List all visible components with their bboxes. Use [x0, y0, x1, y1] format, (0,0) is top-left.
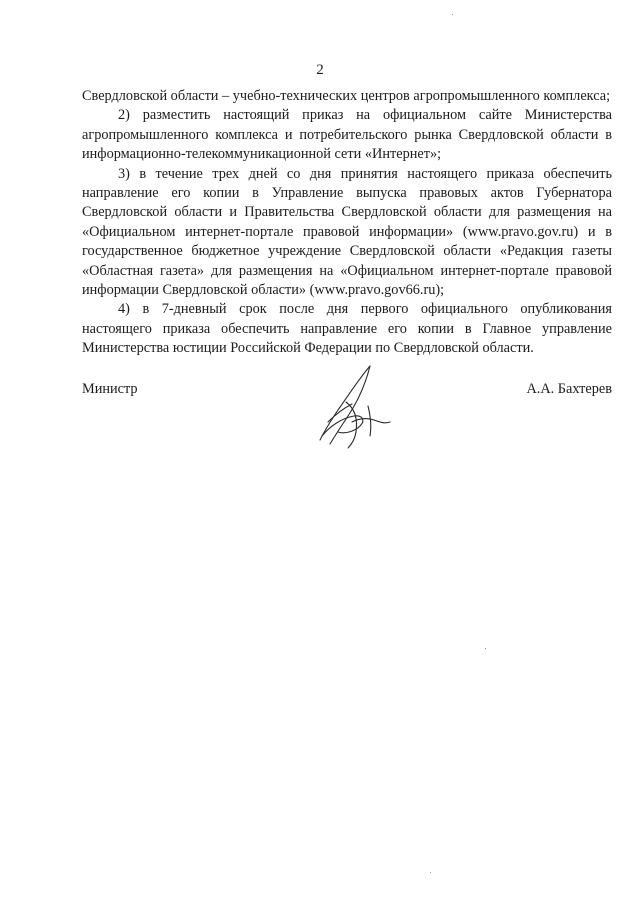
scan-speck — [485, 648, 486, 649]
signer-position: Министр — [82, 381, 138, 397]
scan-speck — [452, 14, 453, 15]
signer-name: А.А. Бахтерев — [526, 381, 612, 397]
page-number: 2 — [316, 62, 324, 78]
handwritten-signature — [308, 362, 398, 452]
document-body — [82, 87, 612, 359]
paragraph-item-2: 2) разместить настоящий приказ на официальном сайте Министерства агропромышленного комплекса и потребительского рынка Свердловской области в информационно-телекоммуникационной сети «Интернет»; — [82, 107, 612, 163]
paragraph-item-4: 4) в 7-дневный срок после дня первого официального опубликования настоящего приказа обеспечить направление его копии в Главное управление Министерства юстиции Российской Федерации по Свердловской области. — [82, 301, 612, 357]
paragraph-item-3: 3) в течение трех дней со дня принятия настоящего приказа обеспечить направление его копии в Управление выпуска правовых актов Губернатора Свердловской области и Правительства Свердловской области для размещения на «Официальном интернет-портале правовой информации» (www.pravo.gov.ru) и в государственное бюджетное учреждение Свердловской области «Редакция газеты «Областная газета» для размещения на «Официальном интернет-портале правовой информации Свердловской области» (www.pravo.gov66.ru); — [82, 165, 612, 299]
paragraph-continuation: Свердловской области – учебно-технических центров агропромышленного комплекса; — [82, 88, 611, 104]
scan-speck — [430, 872, 431, 873]
